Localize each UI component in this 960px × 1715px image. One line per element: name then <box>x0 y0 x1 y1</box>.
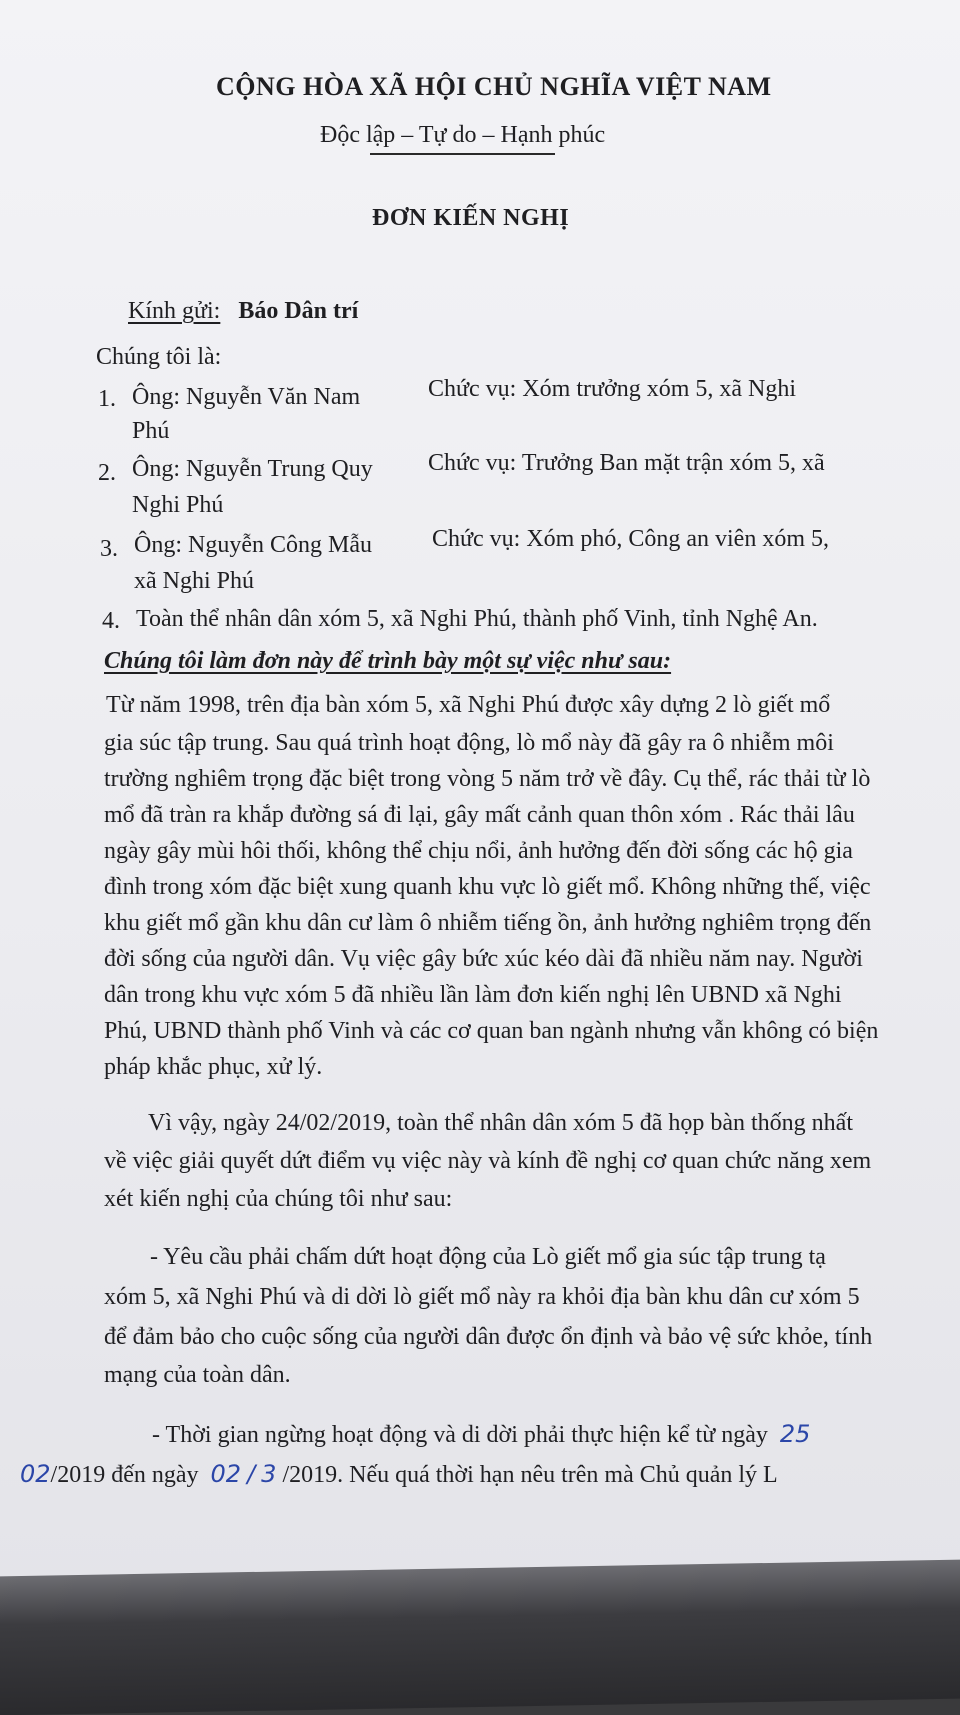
signer-number: 1. <box>98 386 116 412</box>
paragraph-line: về việc giải quyết dứt điểm vụ việc này và kính đề nghị cơ quan chức năng xem <box>104 1148 872 1174</box>
signer-role-continued: xã Nghi Phú <box>134 568 254 594</box>
paragraph-line: xét kiến nghị của chúng tôi như sau: <box>104 1186 453 1212</box>
handwritten-end-day: 02 <box>210 1460 242 1488</box>
deadline-text: /2019 đến ngày <box>50 1462 199 1488</box>
handwritten-separator: / <box>247 1460 256 1488</box>
photo-shadow <box>0 1560 960 1715</box>
paragraph-line: dân trong khu vực xóm 5 đã nhiều lần làm đơn kiến nghị lên UBND xã Nghi <box>104 982 842 1008</box>
country-header: CỘNG HÒA XÃ HỘI CHỦ NGHĨA VIỆT NAM <box>216 72 772 101</box>
handwritten-start-month: 02 <box>20 1460 51 1488</box>
paragraph-line: đình trong xóm đặc biệt xung quanh khu vực lò giết mổ. Không những thế, việc <box>104 874 871 900</box>
section-heading-text: Chúng tôi làm đơn này để trình bày một sự việc như sau: <box>104 648 672 674</box>
paragraph-line: mổ đã tràn ra khắp đường sá đi lại, gây mất cảnh quan thôn xóm . Rác thải lâu <box>104 802 855 828</box>
signer-role-continued: Phú <box>132 418 170 444</box>
deadline-line <box>152 1420 810 1449</box>
deadline-text: /2019. Nếu quá thời hạn nêu trên mà Chủ quản lý L <box>282 1462 778 1488</box>
signer-role: Chức vụ: Xóm phó, Công an viên xóm 5, <box>432 526 829 552</box>
paragraph-line: Vì vậy, ngày 24/02/2019, toàn thể nhân dân xóm 5 đã họp bàn thống nhất <box>148 1110 853 1136</box>
signer-number: 4. <box>102 608 120 634</box>
motto-underline <box>370 153 555 155</box>
request-line: mạng của toàn dân. <box>104 1362 291 1388</box>
paragraph-line: Phú, UBND thành phố Vinh và các cơ quan ban ngành nhưng vẫn không có biện <box>104 1018 879 1044</box>
paragraph-line: pháp khắc phục, xử lý. <box>104 1054 323 1080</box>
paragraph-line: khu giết mổ gần khu dân cư làm ô nhiễm tiếng ồn, ảnh hưởng nghiêm trọng đến <box>104 910 872 936</box>
paragraph-line: trường nghiêm trọng đặc biệt trong vòng 5 năm trở về đây. Cụ thể, rác thải từ lò <box>104 766 871 792</box>
deadline-text: - Thời gian ngừng hoạt động và di dời phải thực hiện kể từ ngày <box>152 1422 768 1448</box>
recipient-label: Kính gửi: <box>128 298 221 324</box>
request-line: để đảm bảo cho cuộc sống của người dân được ổn định và bảo vệ sức khỏe, tính <box>104 1324 873 1350</box>
deadline-line-2 <box>20 1460 778 1489</box>
request-line: - Yêu cầu phải chấm dứt hoạt động của Lò giết mổ gia súc tập trung tạ <box>150 1244 826 1270</box>
paragraph-line: Từ năm 1998, trên địa bàn xóm 5, xã Nghi Phú được xây dựng 2 lò giết mổ <box>106 692 831 718</box>
signer-name: Toàn thể nhân dân xóm 5, xã Nghi Phú, thành phố Vinh, tỉnh Nghệ An. <box>136 606 818 632</box>
document-title: ĐƠN KIẾN NGHỊ <box>372 205 570 231</box>
handwritten-start-day: 25 <box>779 1420 811 1448</box>
signer-name: Ông: Nguyễn Công Mẫu <box>134 532 372 558</box>
signer-role: Chức vụ: Trưởng Ban mặt trận xóm 5, xã <box>428 450 825 476</box>
signer-number: 3. <box>100 536 118 562</box>
signer-name: Ông: Nguyễn Văn Nam <box>132 384 361 410</box>
signer-role: Chức vụ: Xóm trưởng xóm 5, xã Nghi <box>428 376 797 402</box>
intro-text: Chúng tôi là: <box>96 344 222 370</box>
signer-name: Ông: Nguyễn Trung Quy <box>132 456 373 482</box>
recipient-name: Báo Dân trí <box>238 298 359 324</box>
paragraph-line: gia súc tập trung. Sau quá trình hoạt động, lò mổ này đã gây ra ô nhiễm môi <box>104 730 834 756</box>
signer-role-continued: Nghi Phú <box>132 492 224 518</box>
paragraph-line: đời sống của người dân. Vụ việc gây bức xúc kéo dài đã nhiều năm nay. Người <box>104 946 863 972</box>
recipient-line <box>128 298 358 325</box>
signer-number: 2. <box>98 460 116 486</box>
request-line: xóm 5, xã Nghi Phú và di dời lò giết mổ này ra khỏi địa bàn khu dân cư xóm 5 <box>104 1284 860 1310</box>
section-heading <box>104 648 671 675</box>
handwritten-end-month: 3 <box>261 1460 277 1488</box>
paragraph-line: ngày gây mùi hôi thối, không thể chịu nổi, ảnh hưởng đến đời sống các hộ gia <box>104 838 853 864</box>
motto: Độc lập – Tự do – Hạnh phúc <box>320 122 606 148</box>
